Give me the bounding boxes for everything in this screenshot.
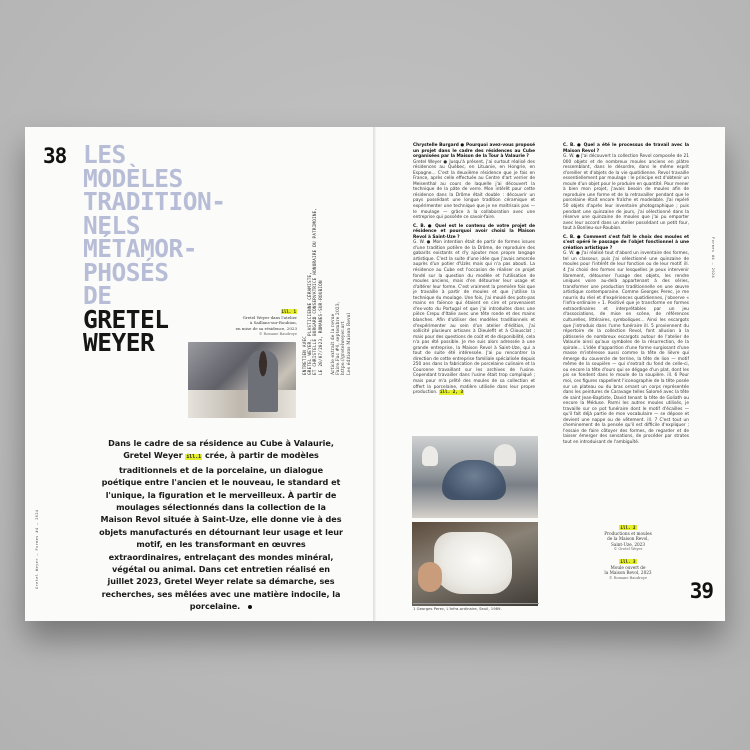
illustration-tag: ill. 1 xyxy=(281,309,296,314)
photo-figure-shape xyxy=(248,350,278,412)
caption-line: Saint-Uze, 2023 xyxy=(610,541,646,547)
interview-credit-vertical xyxy=(303,208,324,375)
magazine-spread xyxy=(25,127,725,621)
caption-line: à Saillans-sur-Roubion, xyxy=(250,320,297,325)
photo-credit: © Gretel Weyer xyxy=(613,547,643,552)
caption-line: Gretel Weyer dans l'atelier xyxy=(242,314,297,320)
footnote: 1 Georges Perec, L'Infra-ordinaire, Seuil, 1989. xyxy=(413,606,502,611)
source-line: https://gretelweyer.art xyxy=(341,321,347,375)
source-line: Article extrait de la revue xyxy=(331,313,336,375)
footnote-rule xyxy=(413,603,539,604)
title-line: MÉTAMOR- xyxy=(83,234,198,263)
photo-table-shape xyxy=(188,390,296,418)
artist-photo xyxy=(188,342,296,418)
answer: G. W. ● Mon intention était de partir de formes issues d'une tradition potière de la Drôme, de reproduire des gabarits existants et d'y ajouter mon propre langage artistique. C'est la suite d'une idée que j'avais amorcée auprès d'un potier d'Uzès mais qui n'a pas abouti. La résidence au Cube est l'occasion de réaliser ce projet fondé sur la question du modèle et l'utilisation de moules anciens, mais d'en détourner leur usage et d'altérer leur forme. C'est vraiment la première fois que je travaille à partir de moules et que j'utilise la technique du moulage. Une fois, j'ai moulé des pots-pas mains en faïence qui étaient en cire et provenaient d'ex-voto du Portugal et que j'ai introduites dans une pièce Crepu d'Italie avec une tête ronde et des mains blanches. Afin d'utiliser des modèles traditionnels et d'expérimenter au sein d'un atelier d'édition, j'ai sollicité plusieurs artisans à Dieulefit et à Cliousclat ; mais pour des questions de coût et de disponibilité, cela n'a pas été possible. Je me suis alors adressée à une grande entreprise, la Maison Revol à Saint-Uze, qui a tout de suite été intéressée. J'ai pu rencontrer la direction de cette entreprise familiale spécialisée depuis 250 ans dans la fabrication de porcelaine culinaire et la Couronne travaillant sur les archives de l'usine. Cependant travailler dans l'usine était trop compliqué ; mais pour m'a prêté des moules de sa collection et offert la porcelaine, matière utilisée dans leur propre production. xyxy=(413,240,535,396)
question: C. B. ● Quel est le contenu de votre projet de résidence et pourquoi avoir choisi la Maison Revol à Saint-Uze ? xyxy=(413,223,535,240)
page-number-left: 38 xyxy=(43,144,67,168)
caption-line: © Romane Baudroye xyxy=(258,332,297,336)
intro-text: crée, à partir de modèles traditionnels et de la porcelaine, un dialogue poétique entre l'ancien et le nouveau, le standard et l'unique, la figuration et le merveilleux. À partir de moulages sélectionnés dans la collection de la Maison Revol située à Saint-Uze, elle donne vie à des objets manufacturés en détournant leur usage et leur motif, en les transformant en œuvres extraordinaires, entrelaçant des mondes minéral, végétal ou animal. Dans cet entretien réalisé en juillet 2023, Gretel Weyer relate sa démarche, ses recherches, ses mêlées avec une matière indocile, la porcelaine. xyxy=(99,450,343,612)
credit-line: GRETEL WEYER, PLASTICIENNE CÉRAMISTE, xyxy=(308,271,314,375)
paragraph xyxy=(413,224,535,396)
paragraph xyxy=(563,235,689,446)
title-line: DE xyxy=(83,281,112,310)
photo-caption-2 xyxy=(597,525,659,553)
photo-shape xyxy=(494,444,516,466)
title-line: TRADITION- xyxy=(83,187,226,216)
title-line: PHOSÉS xyxy=(83,257,169,287)
right-page xyxy=(375,127,725,621)
illustration-tag: ill.1 xyxy=(186,454,202,461)
photo-caption-3 xyxy=(597,559,659,581)
open-mould-photo xyxy=(412,522,538,606)
photo-shape xyxy=(422,446,438,466)
credit-line: LE 20/07/2023, ROMANES-SUR-ROUBION xyxy=(318,280,324,375)
illustration-tag: ill. 2, 3 xyxy=(439,390,464,396)
caption-line: la Maison Revol, 2023 xyxy=(604,570,652,576)
credit-line: ENTRETIEN AVEC xyxy=(303,335,308,375)
photo-credit: © Romane Baudroye xyxy=(608,575,648,580)
end-dot-icon xyxy=(248,605,252,609)
intro-text: Dans le cadre de sa résidence au Cube à Valaurie, Gretel Weyer xyxy=(108,438,334,461)
title-name-line: GRETEL xyxy=(83,304,169,334)
photo-shape xyxy=(434,532,512,594)
illustration-tag: ill. 2 xyxy=(620,525,636,530)
title-line: MODÈLES xyxy=(83,163,183,193)
text-column-2 xyxy=(563,143,689,449)
intro-paragraph xyxy=(99,437,343,613)
caption-line: en mise de sa résidence, 2023 xyxy=(235,325,297,331)
question: Chrystelle Burgard ● Pourquoi avez-vous proposé un projet dans le cadre des résidences au Cube organisées par la Maison de la Tour à Valaurie ? xyxy=(413,143,535,160)
caption-line: Moule ouvert de xyxy=(610,564,646,570)
moulds-photo xyxy=(412,436,538,518)
caption-line: Productions et moules xyxy=(604,530,652,536)
photo-shape xyxy=(442,460,506,500)
source-line: Les éditions Maison Revol xyxy=(346,312,352,375)
source-line: Faire.Fac #4, septembre 2023, xyxy=(336,301,342,375)
paragraph xyxy=(563,143,689,232)
photo-caption-1 xyxy=(205,309,297,338)
left-page xyxy=(25,127,375,621)
title-line: LES xyxy=(83,140,126,169)
page-number-right: 39 xyxy=(689,579,713,603)
caption-line: de la Maison Revol, xyxy=(607,536,649,542)
article-title xyxy=(83,140,226,357)
running-head-right: Formes #4 — 2024 xyxy=(711,237,715,279)
title-line: NELS xyxy=(83,210,141,240)
article-source-vertical xyxy=(331,302,352,375)
paragraph xyxy=(413,143,535,221)
question: C. B. ● Quel a été le processus de travail avec la Maison Revol ? xyxy=(563,143,689,154)
credit-line: ET CHRISTELLE BURGARD CONSERVATRICE HONORAIRE DU PATRIMOINE, xyxy=(313,207,319,375)
answer: G. W. ● J'ai découvert la collection Revol composée de 21 000 objets et de nombreux moules anciens en plâtre ressemblant, dans le désordre, dans le même esprit d'oreiller et d'objets de la vie quotidienne. Revol travaille essentiellement par moulage : le principe est d'obtenir un moule d'un objet pour le produire en quantité. Pour mener à bien mon projet, j'avais besoin de moules afin de reproduire une forme et de la retravailler pendant que le porcelaine était encore fraîche et modelable. J'ai repéré 50 objets d'après leur inventaire photographique ; puis pendant une quinzaine de jours, j'ai sélectionné dans la réserve une quinzaine de moules que j'ai pu emporter avec leur accord dans un atelier possédant un petit four, tout à Bonlieu-sur-Roubion. xyxy=(563,154,689,232)
illustration-tag: ill. 3 xyxy=(620,559,636,564)
running-head-left: Gretel Weyer — Formes #4 — 2024 xyxy=(35,509,39,589)
answer: G. W. ● J'ai réalisé tout d'abord un inventaire des formes, tel un classeur, puis j'ai sélectionné une quinzaine de moules pour l'intérêt de leur fonction ou de leur motif. ill. 4 J'ai choisi des formes sur lesquelles je peux intervenir librement, détourner l'usage des objets, les rendre uniques voire au-delà appartenant à des séries, transformer une production traditionnelle en une œuvre artistique contemporaine. Comme Georges Perec, je me nourris du réel et d'expériences quotidiennes, j'observe « l'infra-ordinaire » 1. Positivé que je transforme en formes extraordinaires et interprétables par un jeu d'associations, de mise en scène, de références culturelles, littéraires, symboliques… Ainsi les escargots que j'introduis dans l'urne funéraire ill. 5 proviennent du répertoire de la collection Revol, font allusion à la pâtisserie de nombreux escargots autour de l'atelier de Valaurie ainsi qu'aux symboles de la résurrection, de la spirale… L'idée d'apparition d'une forme surgissant d'une masse m'intéresse aussi comme la tête de lièvre qui émerge du couvercle de terrine, la tête de lion — motif même de la soupière — qui s'extrait du fond de celle-ci, ou encore la tête d'ours qui se dégage d'un plat, dont les pis se fondent dans le moule de la soupière. ill. 6 Pour moi, ces figures rappellent l'iconographie de la tête posée sur un plateau ou du bras ornant un corps représentée dans les peintures de Caravage telles Salomé avec la tête de saint Jean-Baptiste, David tenant la tête de Goliath ou encore la Méduse. Parmi les autres moules utilisés, je travaille sur ce pot funéraire dont le motif d'écailles — qu'il fait déjà partie de mon vocabulaire — se dépose et devient une nappe ou de vêtement. ill. 7 C'est tout un cheminement de la pensée qu'il est difficile d'expliquer ; l'essaie de faire côtoyer des formes, de regarder et de laisser émerger des sensations, de procéder par strates tout en introduisant de l'ambiguïté. xyxy=(563,251,689,445)
spine-shadow xyxy=(373,127,379,621)
photo-shape xyxy=(418,562,442,592)
answer: Gretel Weyer ● Jusqu'à présent, j'ai surtout réalisé des résidences au Québec, en Lituanie, en Hongrie, en Espagne… C'est la deuxième résidence que je fais en France, après celle effectuée au Centre d'art verrier de Meisenthal au cours de laquelle j'ai découvert la technique de la pâte de verre. Mon intérêt pour cette résidence dans la Drôme était double : découvrir un pays possédant une longue tradition céramique et expérimenter une technique que je ne maîtrisais pas — le moulage — grâce à la collaboration avec une entreprise qui possède ce savoir-faire. xyxy=(413,159,535,221)
text-column-1 xyxy=(413,143,535,399)
title-name-line: WEYER xyxy=(83,328,155,357)
question: C. B. ● Comment s'est fait le choix des moules et s'est opéré le passage de l'objet fonctionnel à une création artistique ? xyxy=(563,234,689,251)
